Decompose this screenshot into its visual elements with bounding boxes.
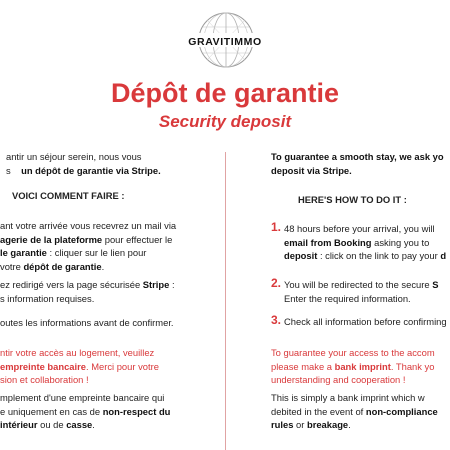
en-intro: To guarantee a smooth stay, we ask yo deposit via Stripe. [271, 151, 444, 176]
en-step-2: 2. You will be redirected to the secure S Enter the required information. [271, 278, 439, 304]
fr-step-3: outes les informations avant de confirmer. [0, 317, 174, 328]
fr-intro-line2: s un dépôt de garantie via Stripe. [6, 164, 161, 176]
fr-note: mplement d'une empreinte bancaire qui e uniquement en cas de non-respect du intérieur ou de casse. [0, 392, 171, 431]
page-title: Dépôt de garantie [110, 78, 340, 108]
en-step-3: 3. Check all information before confirming [271, 315, 447, 327]
column-divider [225, 152, 226, 450]
step-number-2: 2. [271, 278, 282, 290]
brand-name: GRAVITIMMO [188, 36, 262, 48]
en-step-1: 1. 48 hours before your arrival, you will email from Booking asking you to deposit : click on the link to pay your d [271, 222, 447, 262]
fr-reminder: ntir votre accès au logement, veuillez empreinte bancaire. Merci pour votre sion et collaboration ! [0, 347, 159, 386]
fr-heading: VOICI COMMENT FAIRE : [12, 190, 125, 201]
fr-step-1: ant votre arrivée vous recevrez un mail via agerie de la plateforme pour effectuer le le garantie : cliquer sur le lien pour votre dépôt de garantie. [0, 220, 177, 272]
en-note: This is simply a bank imprint which w debited in the event of non-compliance rules or breakage. [271, 392, 438, 431]
page-subtitle: Security deposit [158, 112, 292, 131]
en-reminder: To guarantee your access to the accom please make a bank imprint. Thank yo understanding and cooperation ! [271, 347, 435, 386]
fr-intro-line1: antir un séjour serein, nous vous [6, 151, 142, 162]
fr-step-2: ez redirigé vers la page sécurisée Stripe : s information requises. [0, 279, 175, 304]
step-number-3: 3. [271, 315, 282, 327]
step-number-1: 1. [271, 222, 282, 234]
fr-intro [0, 150, 222, 177]
en-heading: HERE'S HOW TO DO IT : [298, 194, 407, 205]
